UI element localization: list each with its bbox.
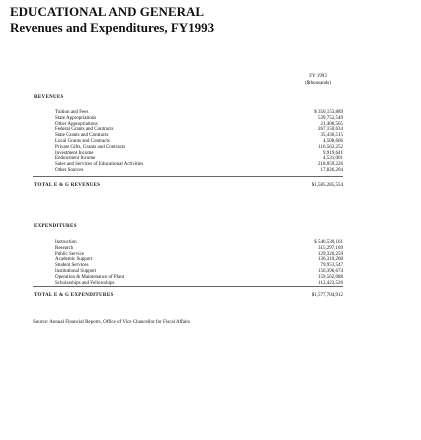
row-label: Student Services bbox=[55, 263, 89, 269]
revenues-total-label: TOTAL E & G REVENUES bbox=[34, 183, 101, 188]
row-label: Public Service bbox=[55, 251, 85, 257]
row-label: Endowment Income bbox=[55, 156, 96, 162]
row-value: 17,826,204 bbox=[320, 168, 343, 173]
row-label: Tuition and Fees bbox=[55, 110, 89, 115]
expenditures-total-label: TOTAL E & G EXPENDITURES bbox=[34, 293, 114, 298]
row-value: 156,396,674 bbox=[318, 269, 343, 274]
row-value: 159,562,088 bbox=[318, 274, 343, 280]
revenues-divider bbox=[33, 176, 343, 177]
row-value: 112,423,526 bbox=[318, 280, 343, 286]
expenditures-heading: EXPENDITURES bbox=[34, 224, 77, 229]
row-label: Investment Income bbox=[55, 150, 94, 156]
row-value: 218,059,226 bbox=[318, 162, 343, 168]
row-label: Other Sources bbox=[55, 168, 84, 173]
source-note: Source: Annual Financial Reports, Office of Vice Chancellor for Fiscal Affairs bbox=[33, 320, 191, 325]
row-value: 315,297,169 bbox=[318, 245, 343, 251]
row-value: 21,406,565 bbox=[320, 121, 343, 127]
row-value: 116,562,252 bbox=[318, 144, 343, 150]
row-label: Research bbox=[55, 245, 74, 251]
row-label: Other Appropriations bbox=[55, 121, 98, 127]
row-label: Scholarships and Fellowships bbox=[55, 280, 115, 286]
row-value: 35,436,515 bbox=[320, 133, 343, 139]
row-value: 9,919,641 bbox=[323, 150, 343, 156]
row-label: Instruction bbox=[55, 240, 77, 245]
row-label: Sales and Services of Educational Activities bbox=[55, 162, 144, 168]
row-value: 4,531,001 bbox=[323, 156, 343, 162]
row-label: Private Gifts, Grants and Contracts bbox=[55, 144, 126, 150]
row-value: 4,508,666 bbox=[323, 139, 343, 144]
row-label: State Grants and Contracts bbox=[55, 133, 109, 139]
row-value: 539,752,549 bbox=[318, 115, 343, 121]
row-value: $ 350,153,889 bbox=[314, 110, 343, 115]
row-label: State Appropriations bbox=[55, 115, 97, 121]
title-line-1: EDUCATIONAL AND GENERAL bbox=[10, 4, 205, 19]
row-value: 267,150,634 bbox=[318, 127, 343, 133]
column-header-year: FY 1993 bbox=[309, 74, 327, 79]
row-value: 129,326,259 bbox=[318, 251, 343, 257]
row-label: Operation & Maintenance of Plant bbox=[55, 274, 125, 280]
row-label: Local Grants and Contracts bbox=[55, 139, 110, 144]
expenditures-total-value: $1,577,704,912 bbox=[311, 293, 343, 298]
row-value: $ 546,530,161 bbox=[314, 240, 343, 245]
row-label: Federal Grants and Contracts bbox=[55, 127, 114, 133]
row-label: Academic Support bbox=[55, 257, 93, 263]
expenditures-divider bbox=[33, 286, 343, 287]
revenues-total-value: $1,585,285,554 bbox=[311, 183, 343, 188]
row-label: Institutional Support bbox=[55, 269, 97, 274]
row-value: 136,310,208 bbox=[318, 257, 343, 263]
title-line-2: Revenues and Expenditures, FY1993 bbox=[10, 20, 215, 35]
column-header-unit: ($thousands) bbox=[305, 81, 331, 86]
row-value: 79,953,547 bbox=[320, 263, 343, 269]
revenues-heading: REVENUES bbox=[34, 95, 64, 100]
page-title bbox=[10, 4, 214, 36]
